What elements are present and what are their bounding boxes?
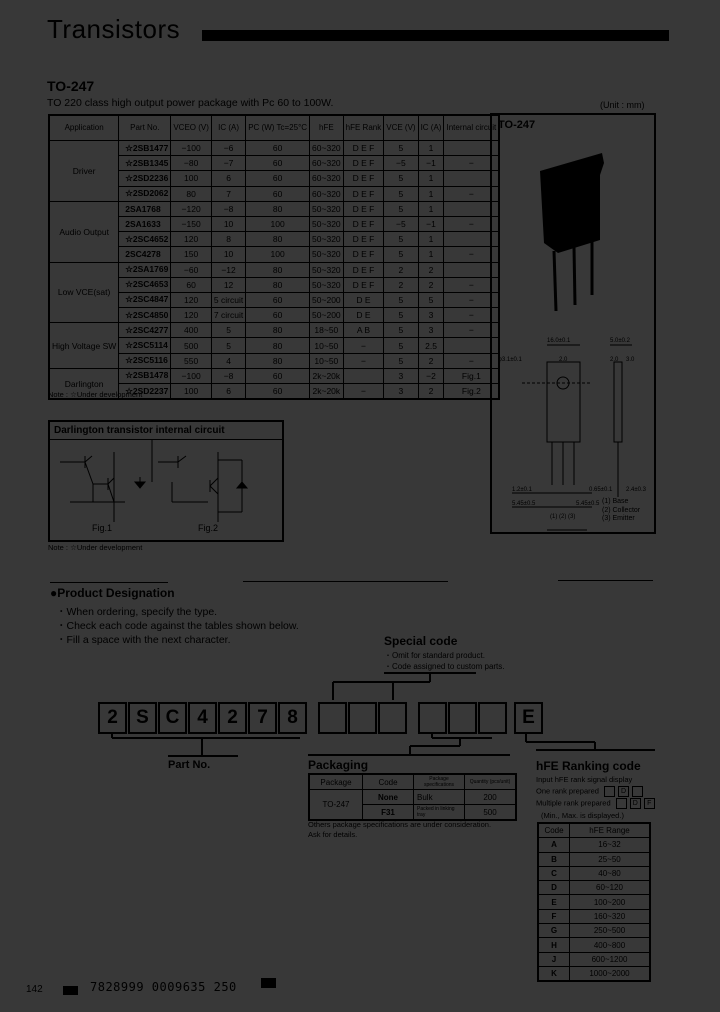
title-bar-decoration — [202, 30, 669, 41]
part-no-cell: ☆2SC4850 — [119, 308, 171, 323]
rank-box: D — [630, 798, 641, 809]
hfe-cell: 50~320 — [310, 277, 344, 292]
ic-cell: 12 — [211, 277, 245, 292]
part-no-cell: 2SC4278 — [119, 247, 171, 262]
vceo-cell: −150 — [171, 216, 212, 231]
vceo-cell: 120 — [171, 292, 212, 307]
rank-box — [604, 786, 615, 797]
table-row — [309, 790, 516, 805]
hfe-rank-cell: D E — [343, 308, 384, 323]
internal-circuit-cell: − — [444, 308, 499, 323]
table-row — [49, 368, 499, 383]
rank-box — [616, 798, 627, 809]
pc-cell: 60 — [246, 368, 310, 383]
rank-code-cell: C — [538, 866, 570, 880]
part-no-cell: ☆2SC4653 — [119, 277, 171, 292]
svg-text:(1) (2) (3): (1) (2) (3) — [550, 514, 576, 520]
divider — [243, 581, 448, 582]
code-char-box: 8 — [278, 702, 307, 734]
vceo-cell: 120 — [171, 308, 212, 323]
hfe-rank-cell: D E F — [343, 201, 384, 216]
rank-code-cell: E — [538, 895, 570, 909]
rank-code-cell: G — [538, 924, 570, 938]
barcode-mark — [261, 978, 276, 988]
ic-cond-cell: 1 — [418, 171, 444, 186]
internal-circuit-cell: − — [444, 186, 499, 201]
ic-cond-cell: 1 — [418, 141, 444, 156]
hfe-rank-cell: D E F — [343, 171, 384, 186]
empty-code-box — [348, 702, 377, 734]
vceo-cell: 120 — [171, 232, 212, 247]
page-title: Transistors — [47, 14, 181, 44]
svg-text:3.0: 3.0 — [626, 357, 635, 363]
code-char-box: 2 — [218, 702, 247, 734]
hfe-cell: 50~320 — [310, 216, 344, 231]
table-row — [538, 852, 650, 866]
divider — [50, 582, 168, 583]
hfe-rank-cell: D E F — [343, 156, 384, 171]
header-hfe-rank: hFE Rank — [343, 115, 384, 141]
hfe-rank-cell: − — [343, 384, 384, 400]
special-code-item: ・Omit for standard product. — [384, 651, 485, 660]
svg-text:5.45±0.5: 5.45±0.5 — [512, 501, 536, 507]
svg-text:2.0: 2.0 — [559, 357, 568, 363]
rank-box: D — [618, 786, 629, 797]
table-row — [538, 952, 650, 966]
ic-cell: 4 — [211, 353, 245, 368]
fig2-label: Fig.2 — [198, 523, 219, 533]
package-cell: TO-247 — [309, 790, 363, 821]
hfe-rank-cell: D E F — [343, 247, 384, 262]
rank-code-cell: H — [538, 938, 570, 952]
ic-cell: 5 circuit — [211, 292, 245, 307]
hfe-range-cell: 60~120 — [570, 881, 651, 895]
header-hfe-range: hFE Range — [570, 823, 651, 838]
vceo-cell: −120 — [171, 201, 212, 216]
hfe-range-cell: 40~80 — [570, 866, 651, 880]
hfe-ranking-table — [537, 822, 651, 982]
rank-code-cell: F — [538, 909, 570, 923]
header-application: Application — [49, 115, 119, 141]
hfe-one-rank-label: One rank prepared — [536, 786, 599, 796]
pc-cell: 60 — [246, 292, 310, 307]
ic-cell: 5 — [211, 323, 245, 338]
pc-cell: 60 — [246, 308, 310, 323]
designation-instruction: ・Check each code against the tables shown below. — [56, 620, 299, 632]
pc-cell: 80 — [246, 338, 310, 353]
ic-cond-cell: 2 — [418, 277, 444, 292]
hfe-range-cell: 600~1200 — [570, 952, 651, 966]
product-designation-title: ●Product Designation — [50, 586, 175, 600]
darlington-title: Darlington transistor internal circuit — [54, 425, 225, 436]
hfe-cell: 2k~20k — [310, 368, 344, 383]
document-code: 7828999 0009635 250 — [90, 980, 237, 994]
hfe-cell: 50~320 — [310, 262, 344, 277]
hfe-cell: 10~50 — [310, 353, 344, 368]
hfe-cell: 60~320 — [310, 156, 344, 171]
table-row — [49, 262, 499, 277]
header-vce: VCE (V) — [384, 115, 418, 141]
ic-cond-cell: 1 — [418, 247, 444, 262]
internal-circuit-cell: − — [444, 156, 499, 171]
hfe-range-cell: 160~320 — [570, 909, 651, 923]
hfe-ranking-body — [538, 838, 650, 981]
ic-cell: 7 — [211, 186, 245, 201]
ic-cell: 6 — [211, 171, 245, 186]
pc-cell: 60 — [246, 384, 310, 400]
pc-cell: 80 — [246, 323, 310, 338]
spec-table-body — [49, 141, 499, 400]
barcode-mark — [63, 986, 78, 995]
part-no-cell: 2SA1768 — [119, 201, 171, 216]
package-label: TO-247 — [498, 119, 536, 131]
internal-circuit-cell: − — [444, 216, 499, 231]
part-no-cell: ☆2SA1769 — [119, 262, 171, 277]
vceo-cell: 400 — [171, 323, 212, 338]
rank-code-cell: J — [538, 952, 570, 966]
internal-circuit-cell: − — [444, 292, 499, 307]
rank-code-cell: B — [538, 852, 570, 866]
vce-cell: 3 — [384, 368, 418, 383]
part-no-label: Part No. — [168, 759, 211, 771]
internal-circuit-cell: Fig.1 — [444, 368, 499, 383]
hfe-range-cell: 250~500 — [570, 924, 651, 938]
part-no-cell: ☆2SB1477 — [119, 141, 171, 156]
quantity-cell: 500 — [465, 805, 517, 821]
code-cell: F31 — [363, 805, 414, 821]
pc-cell: 100 — [246, 247, 310, 262]
rank-box — [632, 786, 643, 797]
vce-cell: 3 — [384, 384, 418, 400]
part-no-cell: ☆2SC5116 — [119, 353, 171, 368]
pc-cell: 80 — [246, 262, 310, 277]
table-row — [538, 838, 650, 852]
ic-cond-cell: 1 — [418, 232, 444, 247]
part-no-cell: 2SA1633 — [119, 216, 171, 231]
svg-text:16.0±0.1: 16.0±0.1 — [547, 338, 571, 344]
hfe-cell: 50~200 — [310, 292, 344, 307]
vce-cell: 5 — [384, 308, 418, 323]
section-title: TO-247 — [47, 78, 95, 94]
table-row — [49, 201, 499, 216]
application-cell: Darlington — [49, 368, 119, 399]
code-char-box: 7 — [248, 702, 277, 734]
svg-text:2.0: 2.0 — [610, 357, 619, 363]
application-cell: High Voltage SW — [49, 323, 119, 369]
packaging-note-line: Others package specifications are under consideration. — [308, 820, 492, 829]
hfe-rank-cell: A B — [343, 323, 384, 338]
pc-cell: 80 — [246, 232, 310, 247]
table-row — [49, 323, 499, 338]
ic-cell: −6 — [211, 141, 245, 156]
ic-cell: −12 — [211, 262, 245, 277]
internal-circuit-cell: − — [444, 277, 499, 292]
empty-code-box — [478, 702, 507, 734]
pin-legend-base: (1) Base — [602, 498, 629, 505]
header-package: Package — [309, 774, 363, 790]
header-ic: IC (A) — [211, 115, 245, 141]
code-char-box: 2 — [98, 702, 127, 734]
ic-cell: 10 — [211, 216, 245, 231]
hfe-rank-cell: D E F — [343, 277, 384, 292]
divider — [558, 580, 653, 581]
rank-code-box: E — [514, 702, 543, 734]
part-no-cell: ☆2SC4277 — [119, 323, 171, 338]
table-row — [538, 881, 650, 895]
ic-cond-cell: −2 — [418, 368, 444, 383]
to247-package-illustration — [492, 115, 654, 532]
special-code-title: Special code — [384, 634, 458, 648]
part-no-cell: ☆2SC4652 — [119, 232, 171, 247]
spec-table — [48, 114, 500, 400]
vce-cell: 5 — [384, 292, 418, 307]
hfe-rank-cell — [343, 368, 384, 383]
hfe-rank-cell: D E F — [343, 232, 384, 247]
section-subtitle: TO 220 class high output power package with Pc 60 to 100W. — [47, 97, 334, 109]
ic-cell: 6 — [211, 384, 245, 400]
empty-code-box — [318, 702, 347, 734]
ic-cond-cell: 5 — [418, 292, 444, 307]
package-drawing-box — [490, 113, 656, 534]
application-cell: Driver — [49, 141, 119, 202]
vce-cell: −5 — [384, 156, 418, 171]
code-cell: None — [363, 790, 414, 805]
svg-text:5.45±0.5: 5.45±0.5 — [576, 501, 600, 507]
vceo-cell: −100 — [171, 368, 212, 383]
header-hfe: hFE — [310, 115, 344, 141]
hfe-cell: 50~200 — [310, 308, 344, 323]
hfe-range-cell: 400~800 — [570, 938, 651, 952]
packaging-title: Packaging — [308, 758, 369, 772]
part-no-cell: ☆2SB1345 — [119, 156, 171, 171]
darlington-circuit-diagram — [50, 422, 282, 540]
hfe-multi-rank-row — [536, 798, 655, 809]
code-char-box: S — [128, 702, 157, 734]
vce-cell: 5 — [384, 247, 418, 262]
pin-legend-collector: (2) Collector — [602, 506, 641, 514]
vceo-cell: 80 — [171, 186, 212, 201]
darlington-note: Note : ☆Under development — [48, 543, 143, 552]
svg-text:1.2±0.1: 1.2±0.1 — [512, 487, 532, 493]
hfe-rank-cell: D E F — [343, 186, 384, 201]
hfe-rank-cell: D E F — [343, 216, 384, 231]
header-code: Code — [363, 774, 414, 790]
pc-cell: 60 — [246, 186, 310, 201]
table-row — [538, 866, 650, 880]
hfe-cell: 2k~20k — [310, 384, 344, 400]
ic-cell: −8 — [211, 201, 245, 216]
svg-text:5.0±0.2: 5.0±0.2 — [610, 338, 630, 344]
application-cell: Low VCE(sat) — [49, 262, 119, 323]
svg-text:φ3.1±0.1: φ3.1±0.1 — [498, 357, 522, 363]
packaging-table — [308, 773, 517, 821]
hfe-cell: 50~320 — [310, 247, 344, 262]
table-row — [538, 938, 650, 952]
ic-cell: −8 — [211, 368, 245, 383]
darlington-circuit-box — [48, 420, 284, 542]
header-code: Code — [538, 823, 570, 838]
vce-cell: 5 — [384, 141, 418, 156]
internal-circuit-cell: − — [444, 353, 499, 368]
pc-cell: 80 — [246, 277, 310, 292]
table-row — [538, 895, 650, 909]
vce-cell: 5 — [384, 171, 418, 186]
hfe-range-cell: 1000~2000 — [570, 966, 651, 981]
unit-label: (Unit : mm) — [600, 100, 645, 110]
header-quantity: Quantity (pcs/unit) — [465, 774, 517, 790]
hfe-ranking-note: (Min., Max. is displayed.) — [541, 811, 624, 820]
special-code-item: ・Code assigned to custom parts. — [384, 662, 505, 671]
code-char-box: 4 — [188, 702, 217, 734]
ic-cond-cell: 1 — [418, 201, 444, 216]
part-no-cell: ☆2SB1478 — [119, 368, 171, 383]
vce-cell: 5 — [384, 186, 418, 201]
designation-instruction: ・Fill a space with the next character. — [56, 634, 231, 646]
vce-cell: 5 — [384, 232, 418, 247]
vceo-cell: 100 — [171, 384, 212, 400]
hfe-range-cell: 25~50 — [570, 852, 651, 866]
header-part-no: Part No. — [119, 115, 171, 141]
ic-cond-cell: 3 — [418, 308, 444, 323]
packaging-note-line: Ask for details. — [308, 830, 358, 839]
ic-cell: 5 — [211, 338, 245, 353]
vce-cell: 5 — [384, 201, 418, 216]
ic-cond-cell: 2 — [418, 384, 444, 400]
hfe-rank-cell: D E — [343, 292, 384, 307]
ic-cond-cell: −1 — [418, 156, 444, 171]
hfe-multi-rank-label: Multiple rank prepared — [536, 798, 611, 808]
rank-code-cell: A — [538, 838, 570, 852]
fig1-label: Fig.1 — [92, 523, 113, 533]
table-header-row — [49, 115, 499, 141]
table-row — [538, 966, 650, 981]
header-pc: PC (W) Tc=25°C — [246, 115, 310, 141]
ic-cond-cell: 3 — [418, 323, 444, 338]
vce-cell: 5 — [384, 323, 418, 338]
rank-code-cell: D — [538, 881, 570, 895]
vce-cell: −5 — [384, 216, 418, 231]
hfe-cell: 60~320 — [310, 186, 344, 201]
packaging-note — [308, 820, 491, 840]
pc-cell: 60 — [246, 156, 310, 171]
rank-box: F — [644, 798, 655, 809]
empty-code-box — [378, 702, 407, 734]
ic-cond-cell: 1 — [418, 186, 444, 201]
rank-code-cell: K — [538, 966, 570, 981]
part-no-cell: ☆2SD2062 — [119, 186, 171, 201]
table-header-row — [538, 823, 650, 838]
hfe-cell: 60~320 — [310, 141, 344, 156]
hfe-cell: 10~50 — [310, 338, 344, 353]
hfe-range-cell: 100~200 — [570, 895, 651, 909]
pc-cell: 80 — [246, 353, 310, 368]
table-row — [538, 924, 650, 938]
code-char-box: C — [158, 702, 187, 734]
vceo-cell: −100 — [171, 141, 212, 156]
pc-cell: 100 — [246, 216, 310, 231]
pc-cell: 80 — [246, 201, 310, 216]
table-header-row — [309, 774, 516, 790]
ic-cond-cell: −1 — [418, 216, 444, 231]
svg-text:0.65±0.1: 0.65±0.1 — [589, 487, 613, 493]
empty-code-box — [418, 702, 447, 734]
pin-legend — [602, 498, 640, 524]
hfe-cell: 50~320 — [310, 232, 344, 247]
header-internal-circuit: Internal circuit — [444, 115, 499, 141]
svg-text:2.4±0.3: 2.4±0.3 — [626, 487, 646, 493]
header-vceo: VCEO (V) — [171, 115, 212, 141]
hfe-rank-cell: D E F — [343, 141, 384, 156]
table-row — [49, 141, 499, 156]
ic-cond-cell: 2.5 — [418, 338, 444, 353]
designation-instruction: ・When ordering, specify the type. — [56, 606, 218, 618]
hfe-ranking-desc: Input hFE rank signal display — [536, 775, 633, 784]
part-no-cell: ☆2SC5114 — [119, 338, 171, 353]
ic-cell: 7 circuit — [211, 308, 245, 323]
empty-code-box — [448, 702, 477, 734]
ic-cell: 10 — [211, 247, 245, 262]
vceo-cell: 150 — [171, 247, 212, 262]
hfe-range-cell: 16~32 — [570, 838, 651, 852]
ic-cond-cell: 2 — [418, 262, 444, 277]
application-cell: Audio Output — [49, 201, 119, 262]
vceo-cell: −60 — [171, 262, 212, 277]
part-no-cell: ☆2SD2237 — [119, 384, 171, 400]
quantity-cell: 200 — [465, 790, 517, 805]
hfe-ranking-title: hFE Ranking code — [536, 759, 641, 773]
hfe-rank-cell: − — [343, 338, 384, 353]
internal-circuit-cell: − — [444, 323, 499, 338]
header-ic2: IC (A) — [418, 115, 444, 141]
spec-cell: Packed in linking tray — [414, 805, 465, 821]
page-number: 142 — [26, 984, 43, 995]
vceo-cell: 550 — [171, 353, 212, 368]
spec-cell: Bulk — [414, 790, 465, 805]
vceo-cell: 60 — [171, 277, 212, 292]
ic-cond-cell: 2 — [418, 353, 444, 368]
ic-cell: 8 — [211, 232, 245, 247]
vce-cell: 2 — [384, 277, 418, 292]
vceo-cell: 100 — [171, 171, 212, 186]
hfe-rank-cell: D E F — [343, 262, 384, 277]
vceo-cell: −80 — [171, 156, 212, 171]
hfe-rank-cell: − — [343, 353, 384, 368]
pc-cell: 60 — [246, 141, 310, 156]
part-no-cell: ☆2SD2236 — [119, 171, 171, 186]
hfe-cell: 50~320 — [310, 201, 344, 216]
part-no-cell: ☆2SC4847 — [119, 292, 171, 307]
table-note: Note : ☆Under development — [48, 390, 143, 399]
header-package-spec: Package specifications — [414, 774, 465, 790]
vce-cell: 2 — [384, 262, 418, 277]
pc-cell: 60 — [246, 171, 310, 186]
internal-circuit-cell: Fig.2 — [444, 384, 499, 400]
ic-cell: −7 — [211, 156, 245, 171]
vce-cell: 5 — [384, 353, 418, 368]
vce-cell: 5 — [384, 338, 418, 353]
internal-circuit-cell: − — [444, 247, 499, 262]
hfe-cell: 60~320 — [310, 171, 344, 186]
hfe-one-rank-row — [536, 786, 643, 797]
vceo-cell: 500 — [171, 338, 212, 353]
pin-legend-emitter: (3) Emitter — [602, 515, 635, 522]
table-row — [538, 909, 650, 923]
hfe-cell: 18~50 — [310, 323, 344, 338]
